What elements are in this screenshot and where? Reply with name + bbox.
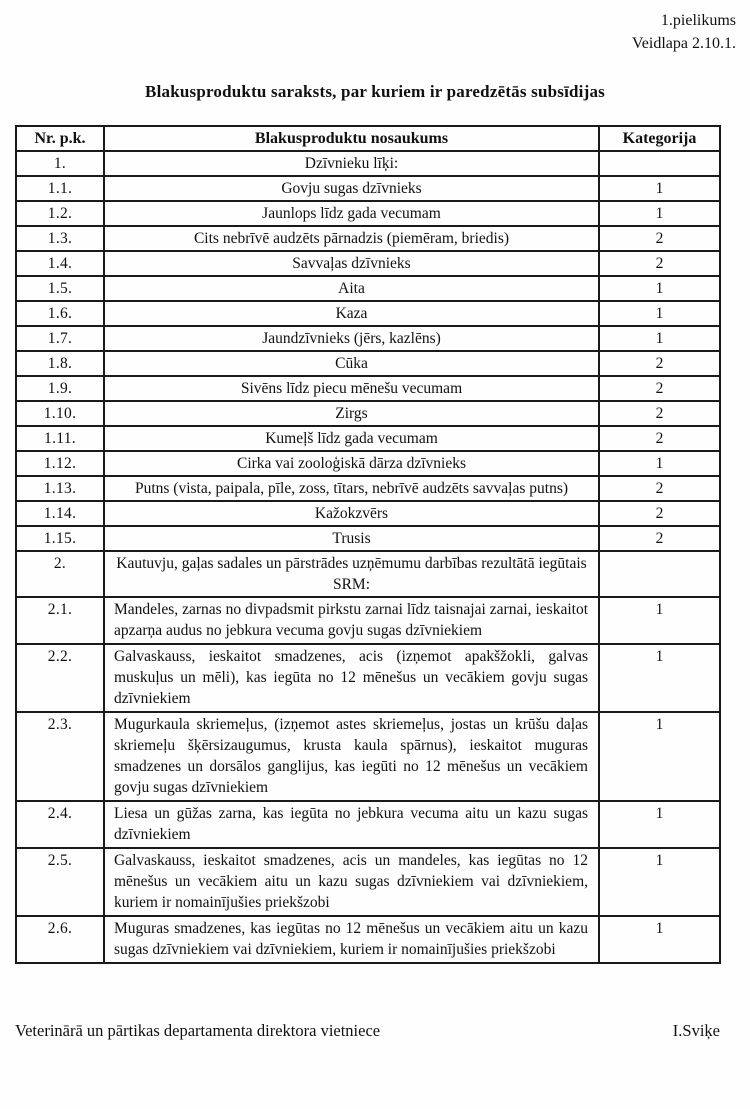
table-header-row [16,126,720,151]
product-name-cell: Kaza [104,301,599,326]
category-cell: 1 [599,176,720,201]
category-cell: 2 [599,251,720,276]
row-number-cell: 1.10. [16,401,104,426]
product-name-cell: Aita [104,276,599,301]
table-row [16,176,720,201]
product-name-cell: Galvaskauss, ieskaitot smadzenes, acis un mandeles, kas iegūtas no 12 mēnešus un vecākiem aitu un kazu sugas dzīvniekiem vai dzīvniekiem, kuriem ir nomainījušies priekšzobi [104,848,599,916]
table-row [16,712,720,801]
row-number-cell: 2.5. [16,848,104,916]
row-number-cell: 1.1. [16,176,104,201]
category-cell: 1 [599,326,720,351]
table-row [16,501,720,526]
page-title: Blakusproduktu saraksts, par kuriem ir paredzētās subsīdijas [145,82,605,101]
table-row [16,597,720,644]
row-number-cell: 1.15. [16,526,104,551]
product-name-cell: Govju sugas dzīvnieks [104,176,599,201]
row-number-cell: 1.3. [16,226,104,251]
byproducts-table-body [16,151,720,963]
table-row [16,301,720,326]
category-cell [599,151,720,176]
category-cell: 2 [599,501,720,526]
table-row [16,644,720,712]
product-name-cell: Liesa un gūžas zarna, kas iegūta no jebkura vecuma aitu un kazu sugas dzīvniekiem [104,801,599,848]
row-number-cell: 2.3. [16,712,104,801]
header-category: Kategorija [599,126,720,151]
category-cell: 2 [599,526,720,551]
table-row [16,276,720,301]
category-cell: 2 [599,401,720,426]
table-row [16,251,720,276]
category-cell: 1 [599,712,720,801]
table-header [16,126,720,151]
product-name-cell: Muguras smadzenes, kas iegūtas no 12 mēnešus un vecākiem aitu un kazu sugas dzīvniekiem vai dzīvniekiem, kuriem ir nomainījušies priekšzobi [104,916,599,963]
category-cell: 1 [599,301,720,326]
product-name-cell: Galvaskauss, ieskaitot smadzenes, acis (izņemot apakšžokli, galvas muskuļus un mēli), kas iegūta no 12 mēnešus un vecākiem govju sugas dzīvniekiem [104,644,599,712]
row-number-cell: 1.5. [16,276,104,301]
table-row [16,476,720,501]
category-cell: 1 [599,848,720,916]
category-cell: 2 [599,376,720,401]
category-cell: 1 [599,916,720,963]
annex-reference [0,0,750,55]
table-row [16,401,720,426]
row-number-cell: 1.14. [16,501,104,526]
category-cell: 1 [599,276,720,301]
table-row [16,526,720,551]
category-cell: 2 [599,226,720,251]
header-name: Blakusproduktu nosaukums [104,126,599,151]
table-row [16,326,720,351]
row-number-cell: 1.9. [16,376,104,401]
product-name-cell: Jaunlops līdz gada vecumam [104,201,599,226]
row-number-cell: 2.6. [16,916,104,963]
byproducts-table [15,125,721,964]
product-name-cell: Cits nebrīvē audzēts pārnadzis (piemēram, briedis) [104,226,599,251]
row-number-cell: 1.4. [16,251,104,276]
row-number-cell: 1.2. [16,201,104,226]
row-number-cell: 1.12. [16,451,104,476]
table-row [16,201,720,226]
header-nr: Nr. p.k. [16,126,104,151]
product-name-cell: Cirka vai zooloģiskā dārza dzīvnieks [104,451,599,476]
category-cell: 2 [599,426,720,451]
product-name-cell: Cūka [104,351,599,376]
product-name-cell: Jaundzīvnieks (jērs, kazlēns) [104,326,599,351]
annex-number: 1.pielikums [660,12,736,29]
signer-title: Veterinārā un pārtikas departamenta direktora vietniece [15,1021,381,1040]
category-cell [599,551,720,597]
product-name-cell: Kažokzvērs [104,501,599,526]
row-number-cell: 1.7. [16,326,104,351]
category-cell: 1 [599,801,720,848]
signature-row [15,1021,720,1041]
product-name-cell: Dzīvnieku līķi: [104,151,599,176]
category-cell: 1 [599,451,720,476]
table-row [16,151,720,176]
table-row [16,226,720,251]
row-number-cell: 1.8. [16,351,104,376]
table-row [16,451,720,476]
row-number-cell: 2. [16,551,104,597]
row-number-cell: 2.4. [16,801,104,848]
table-row [16,848,720,916]
table-row [16,426,720,451]
row-number-cell: 1.6. [16,301,104,326]
row-number-cell: 1.11. [16,426,104,451]
row-number-cell: 1. [16,151,104,176]
product-name-cell: Kumeļš līdz gada vecumam [104,426,599,451]
category-cell: 2 [599,476,720,501]
product-name-cell: Kautuvju, gaļas sadales un pārstrādes uzņēmumu darbības rezultātā iegūtais SRM: [104,551,599,597]
table-row [16,916,720,963]
product-name-cell: Savvaļas dzīvnieks [104,251,599,276]
table-row [16,351,720,376]
table-row [16,551,720,597]
category-cell: 1 [599,597,720,644]
row-number-cell: 2.1. [16,597,104,644]
product-name-cell: Putns (vista, paipala, pīle, zoss, tītars, nebrīvē audzēts savvaļas putns) [104,476,599,501]
product-name-cell: Zirgs [104,401,599,426]
table-row [16,801,720,848]
table-row [16,376,720,401]
product-name-cell: Trusis [104,526,599,551]
category-cell: 1 [599,201,720,226]
category-cell: 1 [599,644,720,712]
category-cell: 2 [599,351,720,376]
signer-name: I.Sviķe [672,1021,720,1040]
row-number-cell: 2.2. [16,644,104,712]
product-name-cell: Mugurkaula skriemeļus, (izņemot astes skriemeļus, jostas un krūšu daļas skriemeļu šķērsizaugumus, krusta kaula spārnus), ieskaitot muguras smadzenes un dorsālos ganglijus, kas iegūti no 12 mēnešus un vecākiem govju sugas dzīvniekiem [104,712,599,801]
row-number-cell: 1.13. [16,476,104,501]
product-name-cell: Sivēns līdz piecu mēnešu vecumam [104,376,599,401]
form-number: Veidlapa 2.10.1. [632,35,736,52]
product-name-cell: Mandeles, zarnas no divpadsmit pirkstu zarnai līdz taisnajai zarnai, ieskaitot apzarņa audus no jebkura vecuma govju sugas dzīvniekiem [104,597,599,644]
